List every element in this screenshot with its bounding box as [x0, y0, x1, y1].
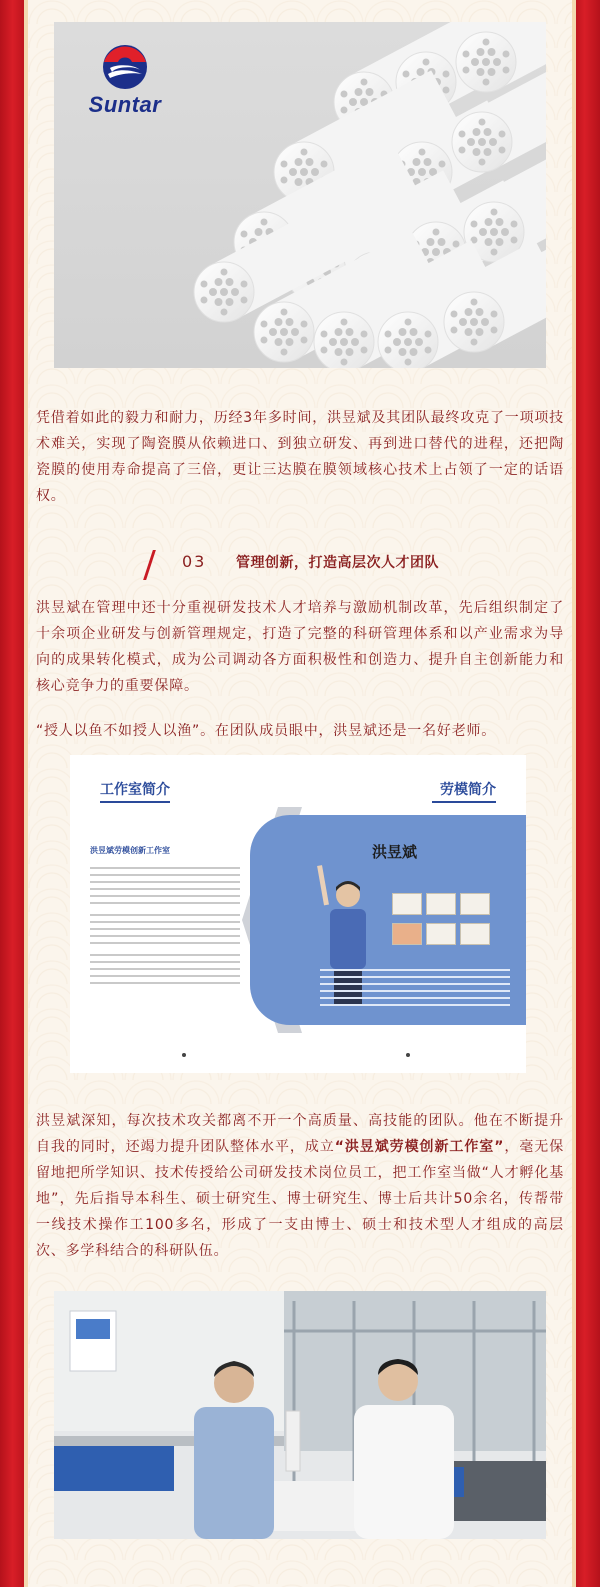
brochure-left-title: 工作室简介	[100, 779, 170, 799]
paragraph-teacher: “授人以鱼不如授人以渔”。在团队成员眼中，洪昱斌还是一名好老师。	[36, 723, 497, 739]
paragraph-management: 洪昱斌在管理中还十分重视研发技术人才培养与激励机制改革，先后组织制定了十余项企业研发与创新管理规定，打造了完整的科研管理体系和以产业需求为导向的成果转化模式，成为公司调动各方面积极性和创造力、提升自主创新能力和核心竞争力的重要保障。	[36, 600, 564, 694]
ceramic-membrane-photo	[54, 22, 546, 368]
brochure-page-dot-right	[406, 1053, 410, 1057]
brochure-certificates	[390, 891, 500, 951]
paragraph-team	[36, 1108, 564, 1264]
section-title: 管理创新，打造高层次人才团队	[236, 555, 439, 571]
left-red-border	[0, 0, 28, 1587]
laboratory-photo	[54, 1291, 546, 1539]
studio-brochure-image	[70, 755, 526, 1073]
brochure-profile-text	[320, 969, 510, 1011]
brochure-right-title: 劳模简介	[440, 779, 496, 799]
section-slash-decoration	[143, 550, 156, 580]
right-red-border	[572, 0, 600, 1587]
brochure-signature-name: 洪昱斌	[372, 843, 418, 861]
paragraph-breakthrough: 凭借着如此的毅力和耐力，历经3年多时间，洪昱斌及其团队最终攻克了一项项技术难关，实现了陶瓷膜从依赖进口、到独立研发、再到进口替代的进程，还把陶瓷膜的使用寿命提高了三倍，更让三达膜在膜领域核心技术上占领了一定的话语权。	[36, 410, 564, 504]
paragraph-team-part-a: 洪昱斌深知，每次技术攻关都离不开一个高质量、高技能的团队。他在不断提升自我的同时，还竭力提升团队整体水平，成立	[36, 1113, 564, 1155]
suntar-logo-mark	[102, 44, 148, 90]
brochure-subtitle: 洪昱斌劳模创新工作室	[90, 846, 170, 855]
paragraph-team-part-b: ，毫无保留地把所学知识、技术传授给公司研发技术岗位员工，把工作室当做“人才孵化基地”，先后指导本科生、硕士研究生、博士研究生、博士后共计50余名，传帮带一线技术操作工100多名，形成了一支由博士、硕士和技术型人才组成的高层次、多学科结合的科研队伍。	[36, 1139, 564, 1259]
section-number: 03	[182, 552, 207, 571]
studio-name-highlight: “洪昱斌劳模创新工作室”	[334, 1139, 505, 1155]
section-header-03	[142, 548, 482, 584]
brochure-body-text	[90, 867, 240, 989]
brochure-page-dot-left	[182, 1053, 186, 1057]
laboratory-scene	[54, 1291, 546, 1539]
suntar-logo	[80, 44, 170, 118]
suntar-logo-text: Suntar	[88, 92, 162, 117]
membrane-tubes-illustration	[164, 22, 546, 368]
